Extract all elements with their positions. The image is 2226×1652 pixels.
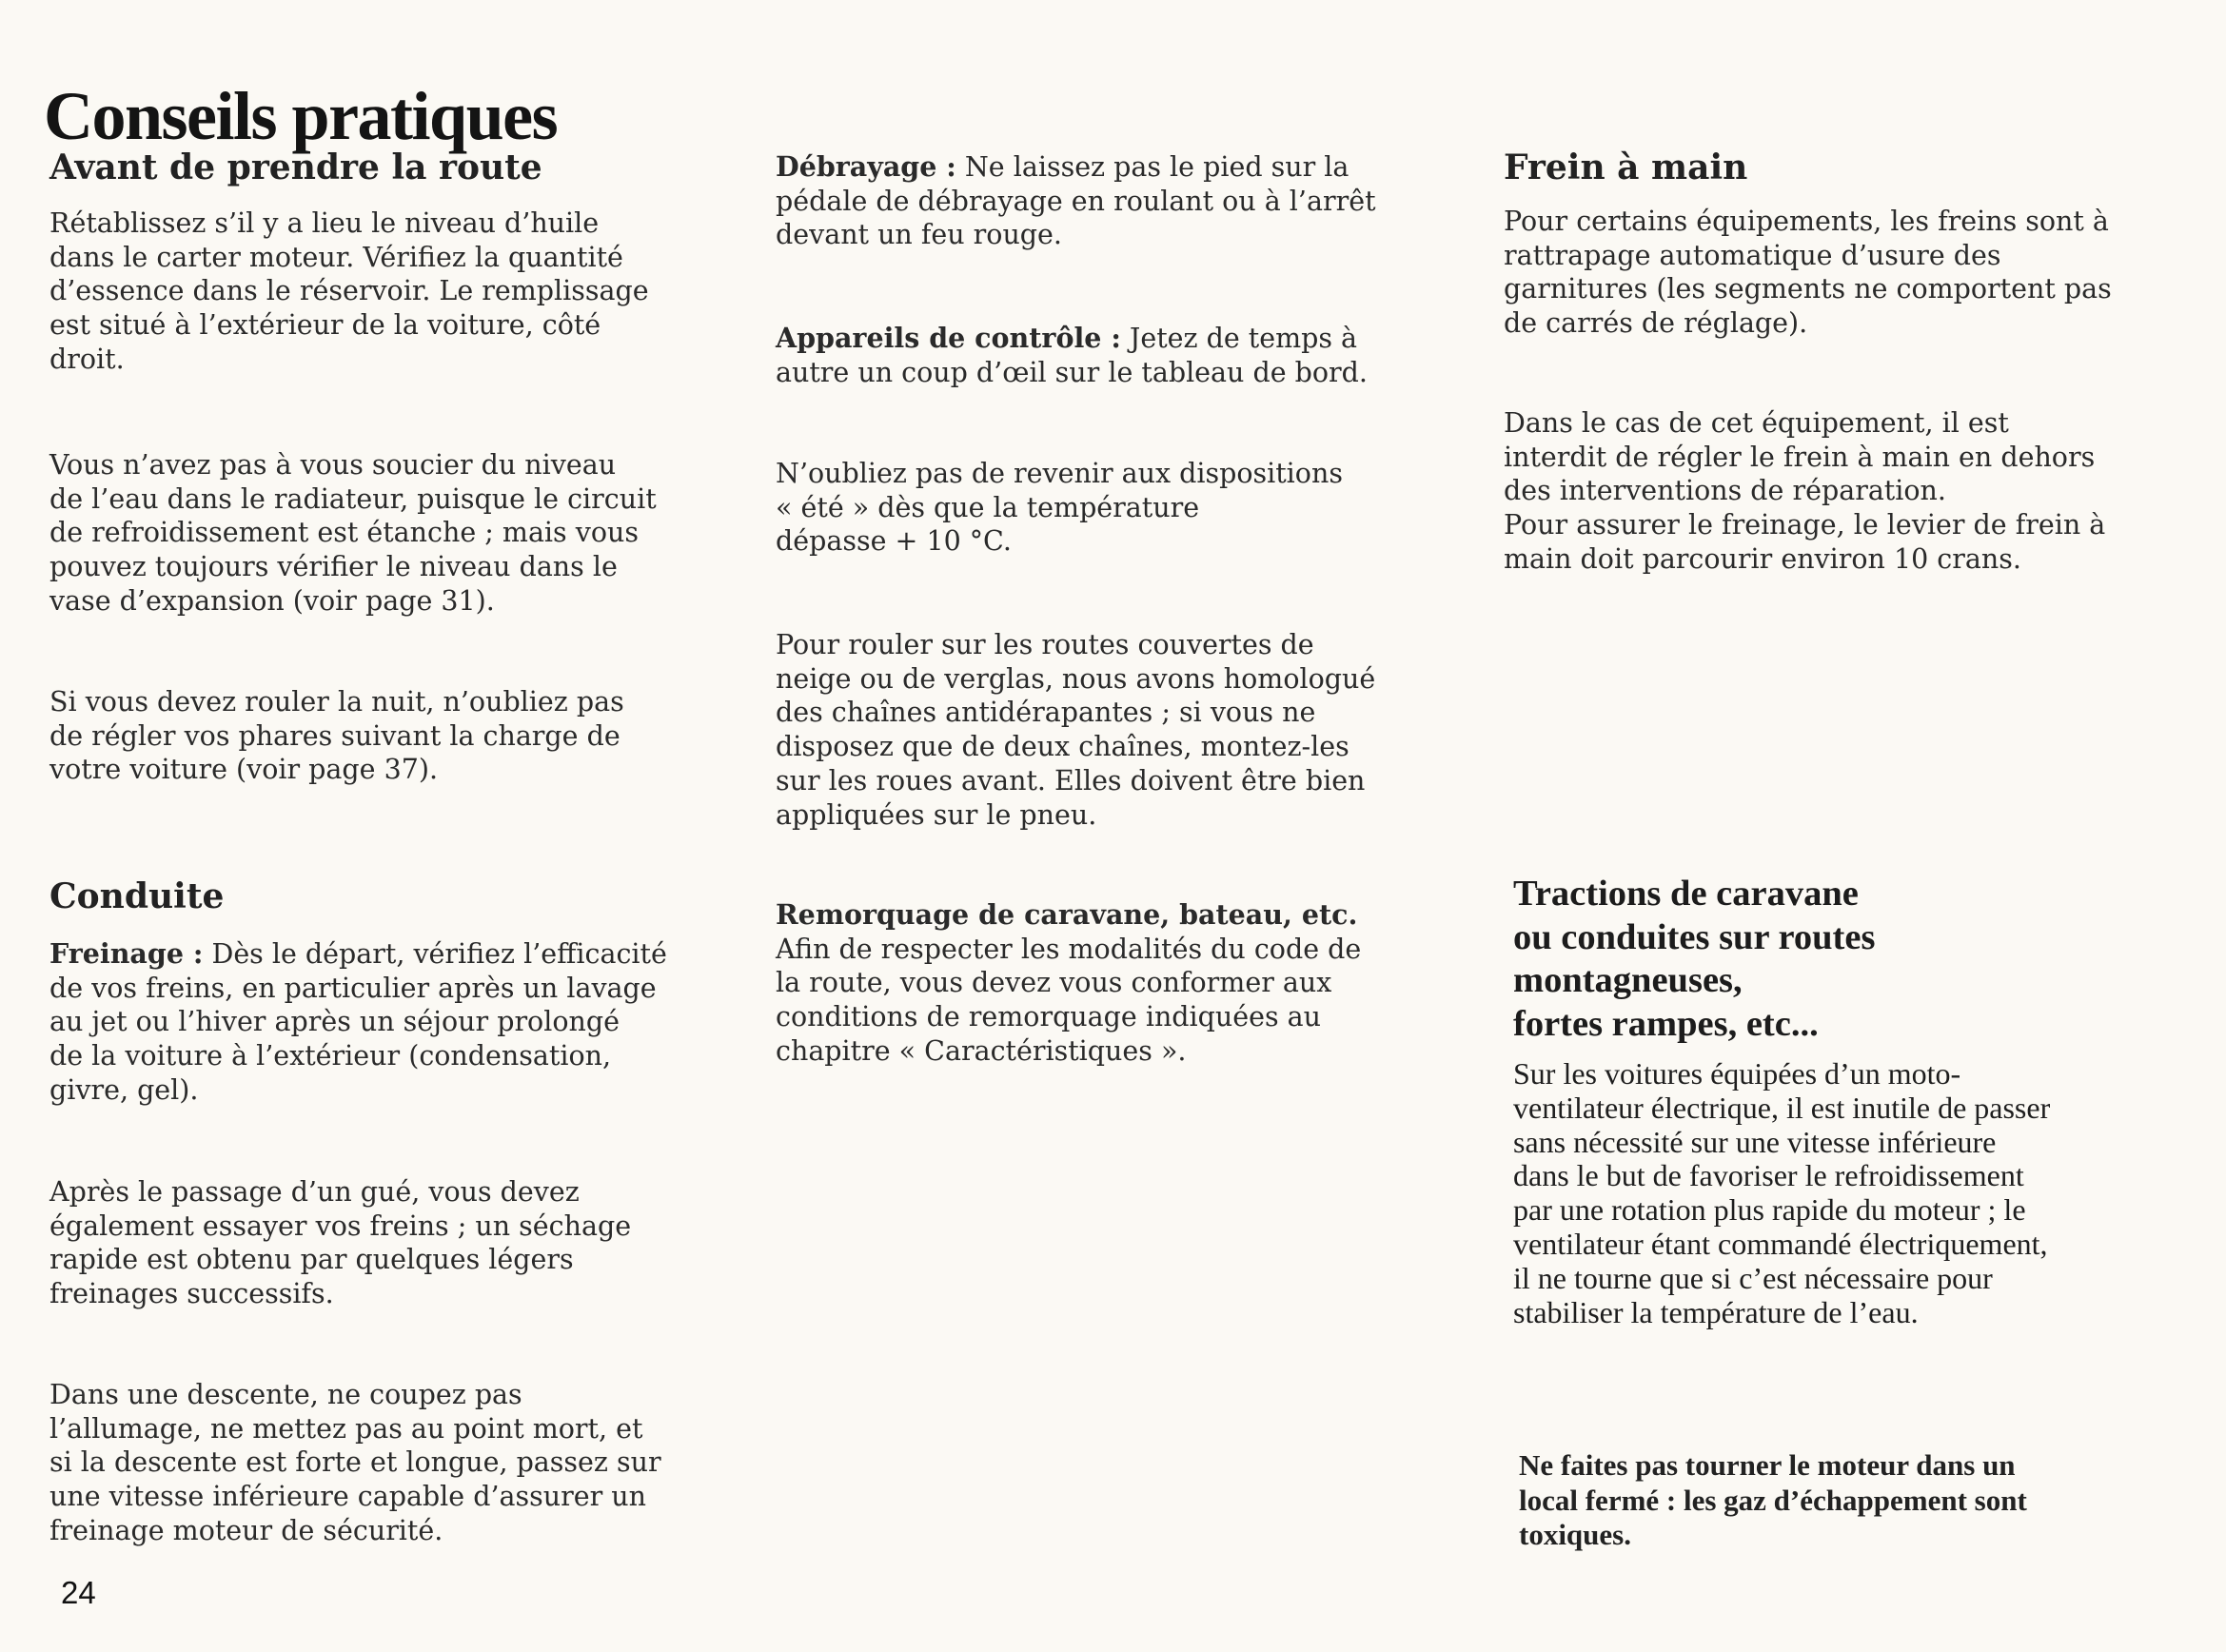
page-title: Conseils pratiques: [44, 78, 558, 155]
paragraph-dispositions-ete: N’oubliez pas de revenir aux dispositions « été » dès que la température dépasse + 10 °C.: [776, 458, 1343, 558]
paragraph-passage-gue: Après le passage d’un gué, vous devez également essayer vos freins ; un séchage rapide est obtenu par quelques légers freinages successifs.: [49, 1176, 632, 1310]
paragraph-chaines-neige: Pour rouler sur les routes couvertes de neige ou de verglas, nous avons homologué des chaînes antidérapantes ; si vous ne disposez que de deux chaînes, montez-les sur les roues avant. Elles doivent être bien appliquées sur le pneu.: [776, 629, 1376, 831]
paragraph-motoventilateur: Sur les voitures équipées d’un moto- ventilateur électrique, il est inutile de passer sans nécessité sur une vitesse inférieure dans le but de favoriser le refroidissement par une rotation plus rapide du moteur ; le ventilateur étant commandé électriquement, il ne tourne que si c’est nécessaire pour stabiliser la température de l’eau.: [1513, 1056, 2051, 1329]
paragraph-rattrapage-automatique: Pour certains équipements, les freins sont à rattrapage automatique d’usure des garnitures (les segments ne comportent pas de carrés de réglage).: [1504, 206, 2112, 340]
paragraph-descente: Dans une descente, ne coupez pas l’allumage, ne mettez pas au point mort, et si la descente est forte et longue, passez sur une vitesse inférieure capable d’assurer un freinage moteur de sécurité.: [49, 1379, 661, 1546]
heading-conduite: Conduite: [49, 876, 225, 916]
paragraph-gaz-echappement-warning: Ne faites pas tourner le moteur dans un local fermé : les gaz d’échappement sont toxiques.: [1519, 1448, 2027, 1551]
freinage-lead: Freinage :: [49, 937, 204, 970]
paragraph-freinage: [49, 937, 667, 1108]
remorquage-text: Afin de respecter les modalités du code de la route, vous devez vous conformer aux conditions de remorquage indiquées au chapitre « Caractéristiques ».: [776, 933, 1362, 1067]
appareils-lead: Appareils de contrôle :: [776, 322, 1121, 354]
paragraph-niveau-eau: Vous n’avez pas à vous soucier du niveau de l’eau dans le radiateur, puisque le circuit de refroidissement est étanche ; mais vous pouvez toujours vérifier le niveau dans le vase d’expansion (voir page 31).: [49, 449, 657, 617]
paragraph-rouler-la-nuit: Si vous devez rouler la nuit, n’oubliez pas de régler vos phares suivant la charge de votre voiture (voir page 37).: [49, 686, 624, 786]
heading-frein-a-main: Frein à main: [1504, 148, 1748, 187]
paragraph-niveau-huile: Rétablissez s’il y a lieu le niveau d’huile dans le carter moteur. Vérifiez la quantité d’essence dans le réservoir. Le remplissage est situé à l’extérieur de la voiture, côté droit.: [49, 207, 649, 375]
paragraph-remorquage: [776, 898, 1361, 1069]
heading-avant-de-prendre-la-route: Avant de prendre la route: [49, 148, 542, 187]
appareils-text: Jetez de temps à autre un coup d’œil sur le tableau de bord.: [776, 323, 1368, 388]
debrayage-lead: Débrayage :: [776, 150, 956, 183]
debrayage-text: Ne laissez pas le pied sur la pédale de débrayage en roulant ou à l’arrêt devant un feu rouge.: [776, 151, 1376, 251]
freinage-text: Dès le départ, vérifiez l’efficacité de vos freins, en particulier après un lavage au jet ou l’hiver après un séjour prolongé de la voiture à l’extérieur (condensation, givre, gel).: [49, 938, 667, 1106]
paragraph-appareils-de-controle: [776, 322, 1368, 389]
heading-tractions-de-caravane: Tractions de caravane ou conduites sur routes montagneuses, fortes rampes, etc...: [1513, 874, 1876, 1044]
remorquage-lead: Remorquage de caravane, bateau, etc.: [776, 898, 1358, 931]
paragraph-interdit-regler-frein: Dans le cas de cet équipement, il est interdit de régler le frein à main en dehors des interventions de réparation. Pour assurer le freinage, le levier de frein à main doit parcourir environ 10 crans.: [1504, 407, 2106, 575]
page-number: 24: [61, 1575, 96, 1610]
paragraph-debrayage: [776, 150, 1376, 252]
